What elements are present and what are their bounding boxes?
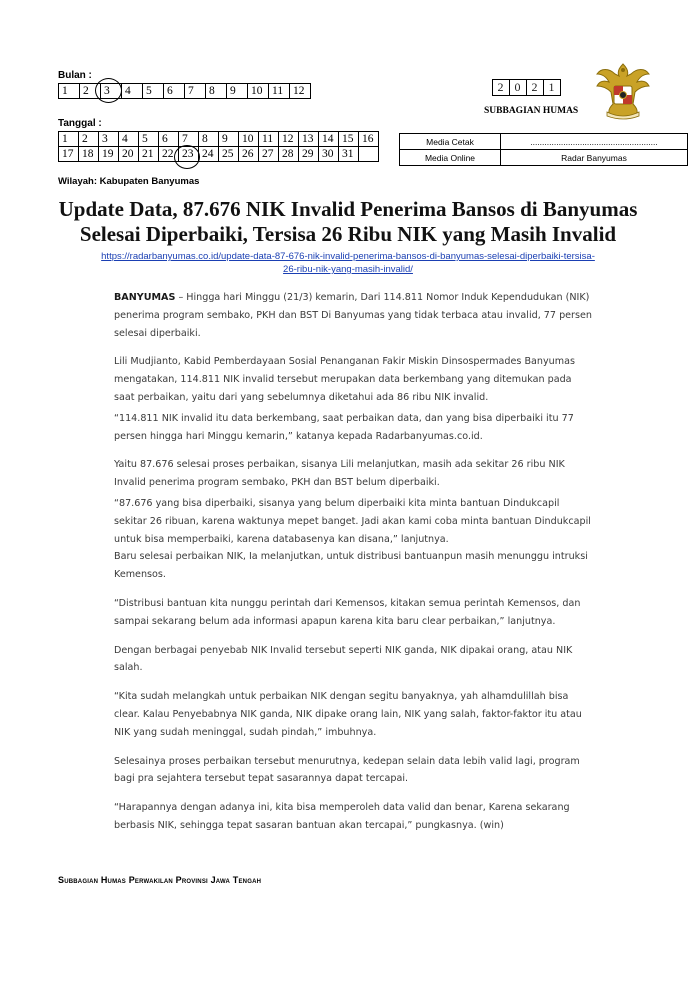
paragraph-6: Baru selesai perbaikan NIK, Ia melanjutkan, untuk distribusi bantuanpun masih menunggu intruksi Kemensos. bbox=[114, 551, 588, 581]
url-line-2[interactable]: 26-ribu-nik-yang-masih-invalid/ bbox=[283, 264, 413, 275]
month-cell: 8 bbox=[206, 84, 227, 99]
bulan-label: Bulan : bbox=[58, 70, 92, 81]
date-cell: 7 bbox=[179, 132, 199, 147]
date-cell: 30 bbox=[319, 147, 339, 162]
date-cell: 3 bbox=[99, 132, 119, 147]
title-line-1: Update Data, 87.676 NIK Invalid Penerima Bansos di Banyumas bbox=[58, 197, 638, 221]
date-cell: 15 bbox=[339, 132, 359, 147]
footer-text: Subbagian Humas Perwakilan Provinsi Jawa Tengah bbox=[58, 875, 262, 885]
article-title bbox=[0, 197, 696, 247]
date-cell: 11 bbox=[259, 132, 279, 147]
date-cell: 2 bbox=[79, 132, 99, 147]
date-cell: 12 bbox=[279, 132, 299, 147]
date-cell: 20 bbox=[119, 147, 139, 162]
year-digit: 2 bbox=[493, 80, 510, 96]
paragraph-4: Yaitu 87.676 selesai proses perbaikan, sisanya Lili melanjutkan, masih ada sekitar 26 ribu NIK Invalid penerima program sembako, PKH dan BST belum diperbaiki. bbox=[114, 459, 565, 489]
paragraph-3: “114.811 NIK invalid itu data berkembang, saat perbaikan data, dan yang bisa diperbaiki itu 77 persen hingga hari Minggu kemarin,” katanya kepada Radarbanyumas.co.id. bbox=[114, 412, 574, 442]
paragraph-2: Lili Mudjianto, Kabid Pemberdayaan Sosial Penanganan Fakir Miskin Dinsospermades Banyumas mengatakan, 114.811 NIK invalid tersebut merupakan data berkembang yang ditemukan pada saat perbaikan, yaitu dari yang sebelumnya diketahui ada 86 ribu NIK invalid. bbox=[114, 356, 575, 403]
media-cetak-value: ...................................................... bbox=[501, 134, 688, 150]
date-cell: 18 bbox=[79, 147, 99, 162]
selected-date-circle bbox=[174, 145, 200, 169]
date-cell: 28 bbox=[279, 147, 299, 162]
month-cell: 9 bbox=[227, 84, 248, 99]
paragraph-9: “Kita sudah melangkah untuk perbaikan NIK dengan segitu banyaknya, yah alhamdulillah bisa clear. Kalau Penyebabnya NIK ganda, NIK dipake orang lain, NIK yang salah, faktor-faktor itu atau NIK yang sudah meninggal, sudah pindah,” imbuhnya. bbox=[114, 691, 582, 738]
date-table bbox=[58, 131, 379, 162]
date-cell: 13 bbox=[299, 132, 319, 147]
month-cell: 7 bbox=[185, 84, 206, 99]
year-digit: 1 bbox=[544, 80, 561, 96]
month-cell: 3 bbox=[101, 84, 122, 99]
year-digit: 2 bbox=[527, 80, 544, 96]
date-cell: 21 bbox=[139, 147, 159, 162]
paragraph-7: “Distribusi bantuan kita nunggu perintah dari Kemensos, kitakan semua perintah Kemensos, dan sampai sekarang belum ada informasi apapun karena kita baru clear perbaikan,” lanjutnya. bbox=[114, 597, 581, 627]
month-cell: 12 bbox=[290, 84, 311, 99]
date-cell: 4 bbox=[119, 132, 139, 147]
date-cell: 17 bbox=[59, 147, 79, 162]
title-line-2: Selesai Diperbaiki, Tersisa 26 Ribu NIK yang Masih Invalid bbox=[79, 222, 617, 246]
date-cell: 5 bbox=[139, 132, 159, 147]
month-cell: 6 bbox=[164, 84, 185, 99]
year-digit: 0 bbox=[510, 80, 527, 96]
date-cell: 14 bbox=[319, 132, 339, 147]
date-cell: 1 bbox=[59, 132, 79, 147]
year-table bbox=[492, 79, 561, 96]
date-cell: 9 bbox=[219, 132, 239, 147]
month-cell: 5 bbox=[143, 84, 164, 99]
date-cell: 6 bbox=[159, 132, 179, 147]
url-line-1[interactable]: https://radarbanyumas.co.id/update-data-87-676-nik-invalid-penerima-bansos-di-banyumas-selesai-diperbaiki-tersisa- bbox=[101, 251, 595, 262]
date-cell: 24 bbox=[199, 147, 219, 162]
unit-name: SUBBAGIAN HUMAS bbox=[484, 106, 579, 116]
date-cell: 19 bbox=[99, 147, 119, 162]
date-cell: 22 bbox=[159, 147, 179, 162]
dateline: BANYUMAS bbox=[114, 292, 176, 303]
date-cell: 26 bbox=[239, 147, 259, 162]
paragraph-1 bbox=[114, 289, 594, 342]
media-table bbox=[399, 133, 688, 166]
paragraph-5: “87.676 yang bisa diperbaiki, sisanya yang belum diperbaiki kita minta bantuan Dindukcapil sekitar 26 ribuan, karena waktunya mepet banget. Jadi akan kami coba minta bantuan Dindukcapil untuk bisa memperbaiki, karena databasenya kan disana,” lanjutnya. bbox=[114, 497, 591, 545]
tanggal-label: Tanggal : bbox=[58, 118, 102, 129]
wilayah-label: Wilayah: Kabupaten Banyumas bbox=[58, 176, 200, 187]
paragraph-1-text: – Hingga hari Minggu (21/3) kemarin, Dari 114.811 Nomor Induk Kependudukan (NIK) penerima program sembako, PKH dan BST Di Banyumas yang tidak terbaca atau invalid, 77 persen selesai diperbaiki. bbox=[114, 292, 592, 339]
garuda-emblem-icon bbox=[595, 60, 651, 122]
article-link[interactable] bbox=[0, 250, 696, 276]
paragraph-11: “Harapannya dengan adanya ini, kita bisa memperoleh data valid dan benar, Karena sekarang berbasis NIK, sehingga tepat sasaran bantuan akan tercapai,” pungkasnya. (win) bbox=[114, 802, 570, 831]
month-cell: 1 bbox=[59, 84, 80, 99]
paragraph-8: Dengan berbagai penyebab NIK Invalid tersebut seperti NIK ganda, NIK dipakai orang, atau NIK salah. bbox=[114, 644, 573, 674]
date-cell: 8 bbox=[199, 132, 219, 147]
month-cell: 4 bbox=[122, 84, 143, 99]
date-cell: 16 bbox=[359, 132, 379, 147]
date-cell: 29 bbox=[299, 147, 319, 162]
date-cell: 23 bbox=[179, 147, 199, 162]
month-cell: 10 bbox=[248, 84, 269, 99]
article-body bbox=[114, 289, 594, 835]
date-cell: 27 bbox=[259, 147, 279, 162]
date-cell: 31 bbox=[339, 147, 359, 162]
media-online-label: Media Online bbox=[400, 150, 501, 166]
selected-month-circle bbox=[95, 78, 122, 103]
month-cell: 11 bbox=[269, 84, 290, 99]
date-cell: 10 bbox=[239, 132, 259, 147]
month-cell: 2 bbox=[80, 84, 101, 99]
media-cetak-label: Media Cetak bbox=[400, 134, 501, 150]
paragraph-10: Selesainya proses perbaikan tersebut menurutnya, kedepan selain data lebih valid lagi, program bagi pra sejahtera tersebut tepat sasarannya dapat tercapai. bbox=[114, 755, 580, 785]
date-cell: 25 bbox=[219, 147, 239, 162]
media-online-value: Radar Banyumas bbox=[501, 150, 688, 166]
date-cell bbox=[359, 147, 379, 162]
